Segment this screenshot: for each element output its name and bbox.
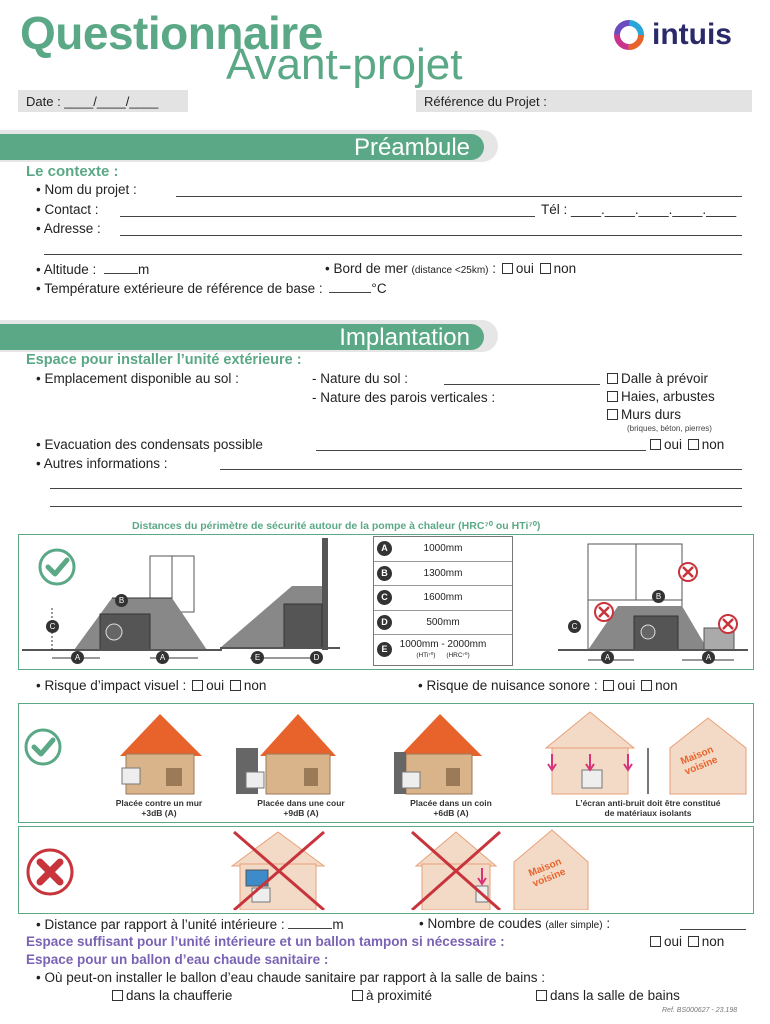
diag-label-a2: A: [156, 651, 169, 664]
espace-ue-heading: Espace pour installer l’unité extérieure :: [26, 352, 302, 368]
reference-field[interactable]: [416, 90, 752, 112]
adresse-row: [36, 221, 744, 236]
green-check-icon: [24, 728, 62, 766]
contexte-heading: Le contexte :: [26, 163, 119, 180]
row-value: 1000mm: [423, 543, 463, 554]
maison-voisine-label-bad: Maison voisine: [527, 856, 568, 890]
autres-input-2[interactable]: [50, 476, 742, 489]
visuel-non-label: non: [243, 678, 267, 693]
proximite-checkbox[interactable]: [352, 990, 363, 1001]
nom-input[interactable]: [176, 184, 742, 197]
ballon-non-label: non: [701, 934, 725, 949]
distance-row-b: [374, 562, 512, 587]
row-sub2: (HRC⁷⁰): [446, 652, 470, 660]
bord-mer-oui-label: oui: [515, 261, 534, 276]
murs-option: [605, 407, 681, 422]
row-sub1: (HTi⁷⁰): [416, 652, 436, 660]
visuel-oui-checkbox[interactable]: [192, 680, 203, 691]
temperature-unit: °C: [371, 281, 387, 296]
evacuation-non-checkbox[interactable]: [688, 439, 699, 450]
diag-label-b: B: [115, 594, 128, 607]
contact-row: [36, 202, 744, 217]
bad-examples-box: [18, 826, 754, 914]
proximite-option: [350, 988, 432, 1003]
row-subvalues: [374, 652, 512, 660]
reference-label: Référence du Projet :: [424, 94, 547, 109]
bad-house-under-window-icon: [226, 830, 330, 910]
date-label: Date : ____/____/____: [26, 94, 159, 109]
diag-label-a1: A: [71, 651, 84, 664]
title-line2: Avant-projet: [226, 40, 463, 89]
temperature-row: [36, 280, 387, 296]
distance-label: • Distance par rapport à l’unité intérieure :: [36, 917, 285, 932]
document-reference: Ref. BS000627 - 23.198: [662, 1007, 738, 1014]
diag-label-a3: A: [601, 651, 614, 664]
bad-house-near-neighbor-icon: [410, 830, 506, 910]
diag-label-c: C: [46, 620, 59, 633]
sonore-oui-checkbox[interactable]: [603, 680, 614, 691]
row-label: E: [377, 642, 392, 657]
altitude-unit: m: [138, 262, 150, 277]
distances-table: [373, 536, 513, 666]
distances-title: Distances du périmètre de sécurité autour de la pompe à chaleur (HRC⁷⁰ ou HTi⁷⁰): [132, 520, 541, 532]
diag-label-b2: B: [652, 590, 665, 603]
chaufferie-checkbox[interactable]: [112, 990, 123, 1001]
ballon-non-checkbox[interactable]: [688, 936, 699, 947]
clearance-diagram-side: [220, 536, 340, 668]
row-label: A: [377, 541, 392, 556]
bord-mer-non-label: non: [553, 261, 577, 276]
caption-line1: Placée dans un coin: [410, 798, 492, 808]
murs-label: Murs durs: [621, 407, 682, 422]
haies-label: Haies, arbustes: [621, 389, 715, 404]
proximite-label: à proximité: [366, 988, 433, 1003]
caption-ecran: [548, 798, 748, 818]
risque-sonore-row: [418, 678, 678, 693]
row-label: B: [377, 566, 392, 581]
sdb-option: [534, 988, 680, 1003]
contact-input[interactable]: [120, 204, 535, 217]
autres-input[interactable]: [220, 457, 742, 470]
autres-input-3[interactable]: [50, 494, 742, 507]
caption-line2: +6dB (A): [433, 808, 469, 818]
ballon-oui-label: oui: [664, 934, 683, 949]
diag-label-a4: A: [702, 651, 715, 664]
coudes-input[interactable]: [680, 917, 746, 930]
implantation-banner: Implantation: [0, 324, 484, 350]
nom-label: • Nom du projet :: [36, 182, 137, 197]
nature-sol-label: - Nature du sol :: [312, 371, 409, 386]
noise-screen-icon: [540, 708, 750, 798]
chaufferie-label: dans la chaufferie: [126, 988, 233, 1003]
bord-mer-note: (distance <25km): [411, 265, 489, 276]
row-value: 500mm: [426, 616, 460, 628]
coudes-row: [419, 916, 610, 931]
risque-visuel-label: • Risque d’impact visuel :: [36, 678, 187, 693]
evacuation-non-label: non: [701, 437, 725, 452]
evacuation-oui-label: oui: [664, 437, 683, 452]
distance-row-a: [374, 537, 512, 562]
visuel-oui-label: oui: [206, 678, 225, 693]
haies-checkbox[interactable]: [607, 391, 618, 402]
distance-input[interactable]: [288, 916, 332, 929]
bord-mer-group: [325, 261, 576, 276]
sdb-label: dans la salle de bains: [550, 988, 680, 1003]
evacuation-label: • Evacuation des condensats possible: [36, 437, 263, 452]
caption-line2: de matériaux isolants: [604, 808, 692, 818]
altitude-label: • Altitude :: [36, 262, 97, 277]
title-line1: Questionnaire: [20, 7, 323, 59]
house-against-wall-icon: [110, 708, 210, 796]
dalle-label: Dalle à prévoir: [621, 371, 709, 386]
distance-row-c: [374, 586, 512, 611]
caption-line2: +9dB (A): [283, 808, 319, 818]
espace-ecs-label: Espace pour un ballon d’eau chaude sanitaire :: [26, 952, 329, 967]
coudes-note: (aller simple): [545, 920, 603, 931]
distance-row: [36, 916, 344, 932]
clearance-diagram-front: [22, 550, 222, 668]
bord-mer-label: • Bord de mer: [325, 261, 408, 276]
emplacement-label: • Emplacement disponible au sol :: [36, 371, 239, 386]
murs-checkbox[interactable]: [607, 409, 618, 420]
house-in-corner-icon: [384, 708, 494, 796]
tel-label: Tél : ____.____.____.____.____: [541, 202, 737, 217]
temperature-input[interactable]: [329, 280, 371, 293]
temperature-label: • Température extérieure de référence de base :: [36, 281, 323, 296]
sonore-non-label: non: [655, 678, 678, 693]
chaufferie-option: [110, 988, 232, 1003]
clearance-diagram-bad: [558, 540, 748, 668]
bord-mer-oui-checkbox[interactable]: [502, 263, 513, 274]
bord-mer-non-checkbox[interactable]: [540, 263, 551, 274]
risque-visuel-row: [36, 678, 266, 693]
row-label: C: [377, 590, 392, 605]
diag-label-e: E: [251, 651, 264, 664]
altitude-input[interactable]: [104, 261, 138, 274]
row-value: 1000mm - 2000mm: [399, 639, 487, 651]
dalle-option: [605, 371, 708, 386]
adresse-input[interactable]: [120, 223, 742, 236]
sonore-oui-label: oui: [617, 678, 636, 693]
evacuation-options: [648, 437, 724, 452]
logo-ring-icon: [612, 18, 646, 52]
caption-coin: [366, 798, 536, 818]
murs-note: (briques, béton, pierres): [627, 424, 712, 433]
evacuation-oui-checkbox[interactable]: [650, 439, 661, 450]
caption-line1: L’écran anti-bruit doit être constitué: [575, 798, 721, 808]
visuel-non-checkbox[interactable]: [230, 680, 241, 691]
row-value: 1300mm: [423, 567, 463, 579]
ballon-oui-checkbox[interactable]: [650, 936, 661, 947]
intuis-logo: [612, 18, 752, 52]
red-cross-icon: [26, 848, 74, 896]
coudes-label: • Nombre de coudes: [419, 916, 542, 931]
evacuation-input[interactable]: [316, 438, 646, 451]
coudes-colon: :: [606, 916, 611, 931]
caption-line1: Placée dans une cour: [257, 798, 345, 808]
espace-ballon-options: [648, 934, 724, 949]
row-label: D: [377, 615, 392, 630]
adresse-input-2[interactable]: [44, 242, 742, 255]
adresse-label: • Adresse :: [36, 221, 101, 236]
distance-unit: m: [332, 917, 344, 932]
contact-label: • Contact :: [36, 202, 99, 217]
altitude-row: [36, 261, 744, 277]
preambule-banner: Préambule: [0, 134, 484, 160]
logo-text: intuis: [652, 18, 732, 51]
caption-line2: +3dB (A): [141, 808, 177, 818]
house-in-courtyard-icon: [232, 708, 342, 796]
caption-cour: [216, 798, 386, 818]
autres-label: • Autres informations :: [36, 456, 168, 471]
haies-option: [605, 389, 715, 404]
ou-installer-label: • Où peut-on installer le ballon d’eau chaude sanitaire par rapport à la salle de bains :: [36, 970, 546, 985]
bord-mer-colon: :: [492, 261, 497, 276]
dalle-checkbox[interactable]: [607, 373, 618, 384]
maison-voisine-label-good: Maison voisine: [679, 744, 720, 778]
sdb-checkbox[interactable]: [536, 990, 547, 1001]
risque-sonore-label: • Risque de nuisance sonore :: [418, 678, 598, 693]
sonore-non-checkbox[interactable]: [641, 680, 652, 691]
diag-label-d: D: [310, 651, 323, 664]
distance-row-d: [374, 611, 512, 636]
date-field[interactable]: [18, 90, 188, 112]
distance-row-e: [374, 635, 512, 665]
nature-parois-label: - Nature des parois verticales :: [312, 390, 496, 405]
row-value: 1600mm: [423, 592, 463, 604]
espace-ballon-label: Espace suffisant pour l’unité intérieure et un ballon tampon si nécessaire :: [26, 934, 505, 949]
nature-sol-input[interactable]: [444, 372, 600, 385]
nom-row: [36, 182, 744, 197]
caption-line1: Placée contre un mur: [115, 798, 203, 808]
diag-label-c2: C: [568, 620, 581, 633]
